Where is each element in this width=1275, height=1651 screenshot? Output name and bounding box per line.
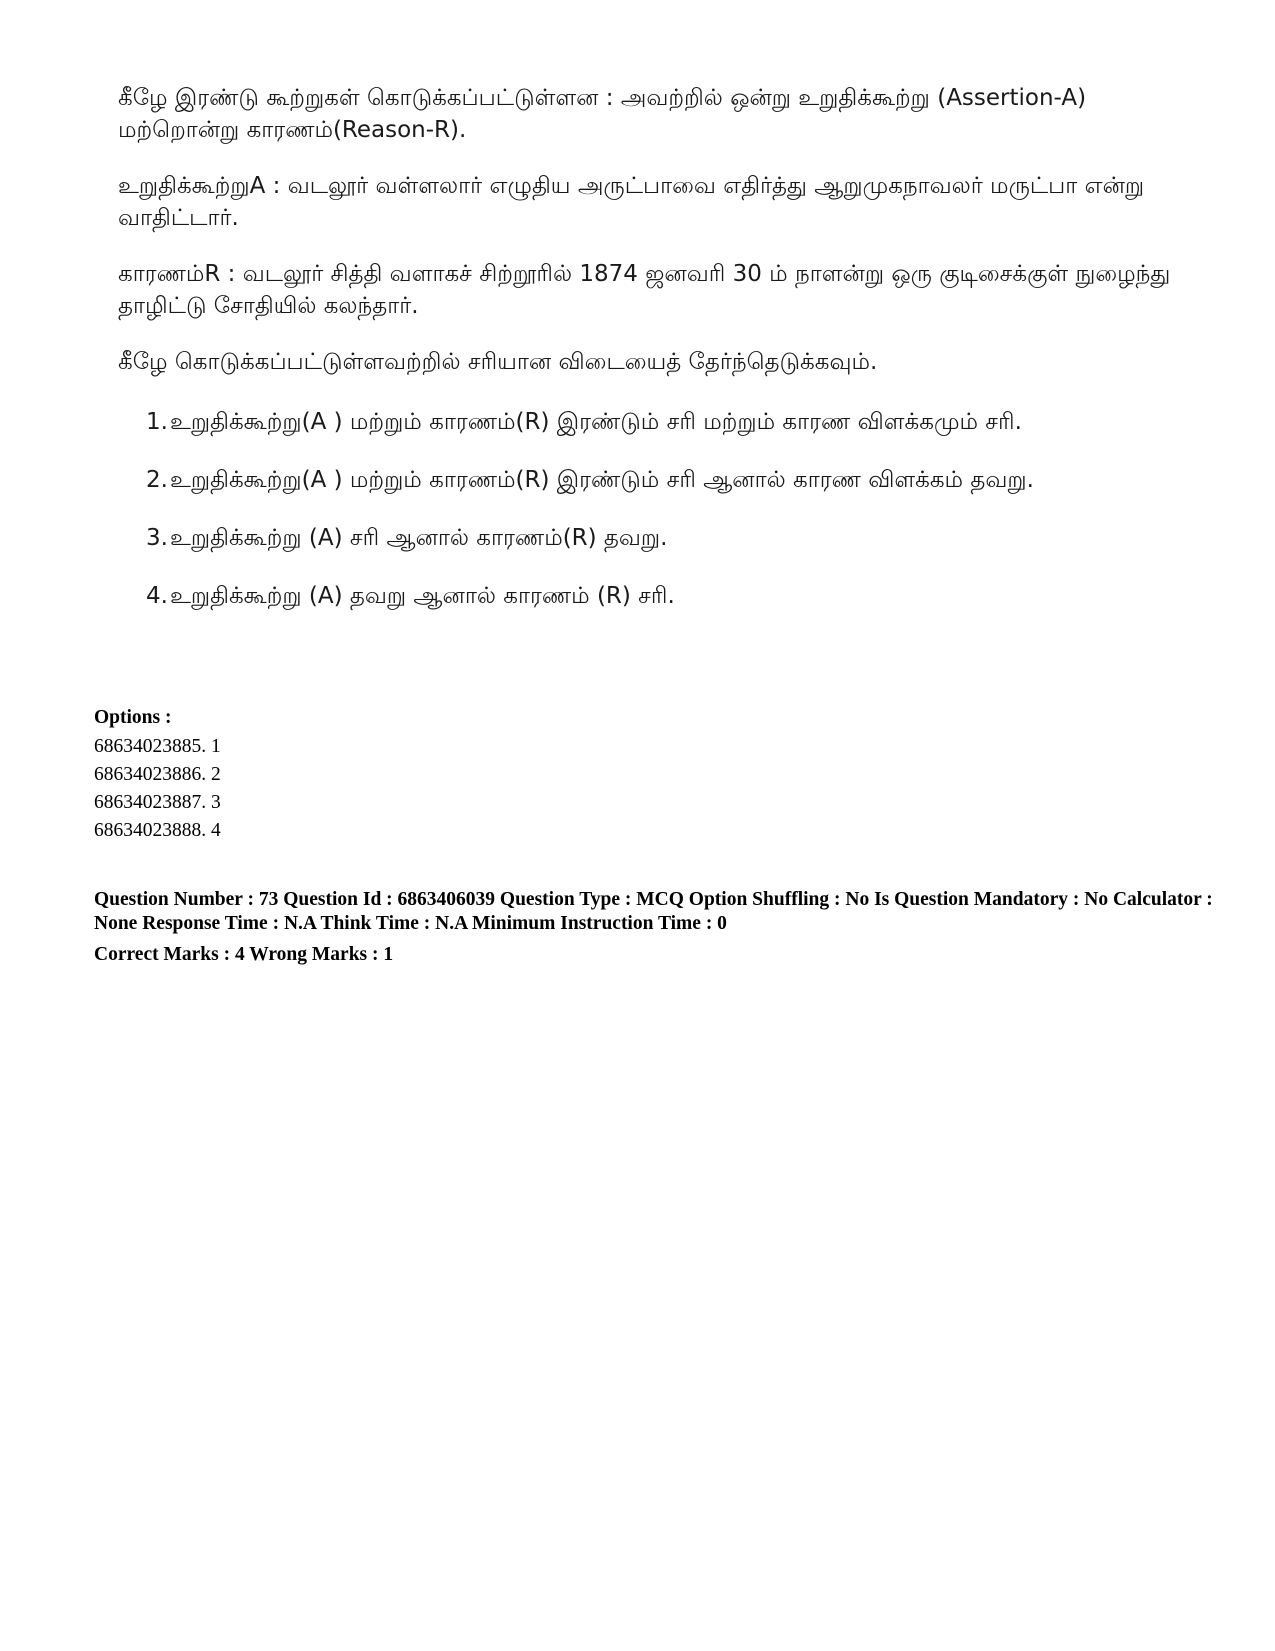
choice-item [118, 580, 1188, 612]
options-label: Options : [94, 707, 172, 728]
choice-text: உறுதிக்கூற்று (A) சரி ஆனால் காரணம்(R) தவறு. [170, 525, 668, 551]
option-list [94, 733, 221, 845]
question-body [118, 82, 1188, 612]
choice-list [118, 406, 1188, 612]
option-item: 68634023888. 4 [94, 820, 221, 841]
choice-number: 4. [146, 583, 168, 609]
marks-info: Correct Marks : 4 Wrong Marks : 1 [94, 944, 394, 965]
choice-item [118, 464, 1188, 496]
question-instruction: கீழே கொடுக்கப்பட்டுள்ளவற்றில் சரியான விடையைத் தேர்ந்தெடுக்கவும். [118, 349, 878, 375]
choice-item [118, 522, 1188, 554]
reason-statement: காரணம்R : வடலூர் சித்தி வளாகச் சிற்றூரில் 1874 ஜனவரி 30 ம் நாளன்று ஒரு குடிசைக்குள் நுழைந்து தாழிட்டு சோதியில் கலந்தார். [118, 261, 1171, 319]
choice-number: 3. [146, 525, 168, 551]
question-meta: Question Number : 73 Question Id : 6863406039 Question Type : MCQ Option Shuffling : No Is Question Mandatory : No Calculator : None Response Time : N.A Think Time : N.A Minimum Instruction Time : 0 [94, 889, 1213, 934]
choice-text: உறுதிக்கூற்று (A) தவறு ஆனால் காரணம் (R) சரி. [170, 583, 675, 609]
choice-text: உறுதிக்கூற்று(A ) மற்றும் காரணம்(R) இரண்டும் சரி மற்றும் காரண விளக்கமும் சரி. [170, 409, 1022, 435]
choice-item [118, 406, 1188, 438]
question-intro: கீழே இரண்டு கூற்றுகள் கொடுக்கப்பட்டுள்ளன : அவற்றில் ஒன்று உறுதிக்கூற்று (Assertion-A) மற்றொன்று காரணம்(Reason-R). [118, 85, 1087, 143]
assertion-statement: உறுதிக்கூற்றுA : வடலூர் வள்ளலார் எழுதிய அருட்பாவை எதிர்த்து ஆறுமுகநாவலர் மருட்பா என்று வாதிட்டார். [118, 173, 1145, 231]
choice-number: 2. [146, 467, 168, 493]
option-item: 68634023886. 2 [94, 764, 221, 785]
option-item: 68634023887. 3 [94, 792, 221, 813]
choice-number: 1. [146, 409, 168, 435]
option-item: 68634023885. 1 [94, 736, 221, 757]
choice-text: உறுதிக்கூற்று(A ) மற்றும் காரணம்(R) இரண்டும் சரி ஆனால் காரண விளக்கம் தவறு. [170, 467, 1034, 493]
